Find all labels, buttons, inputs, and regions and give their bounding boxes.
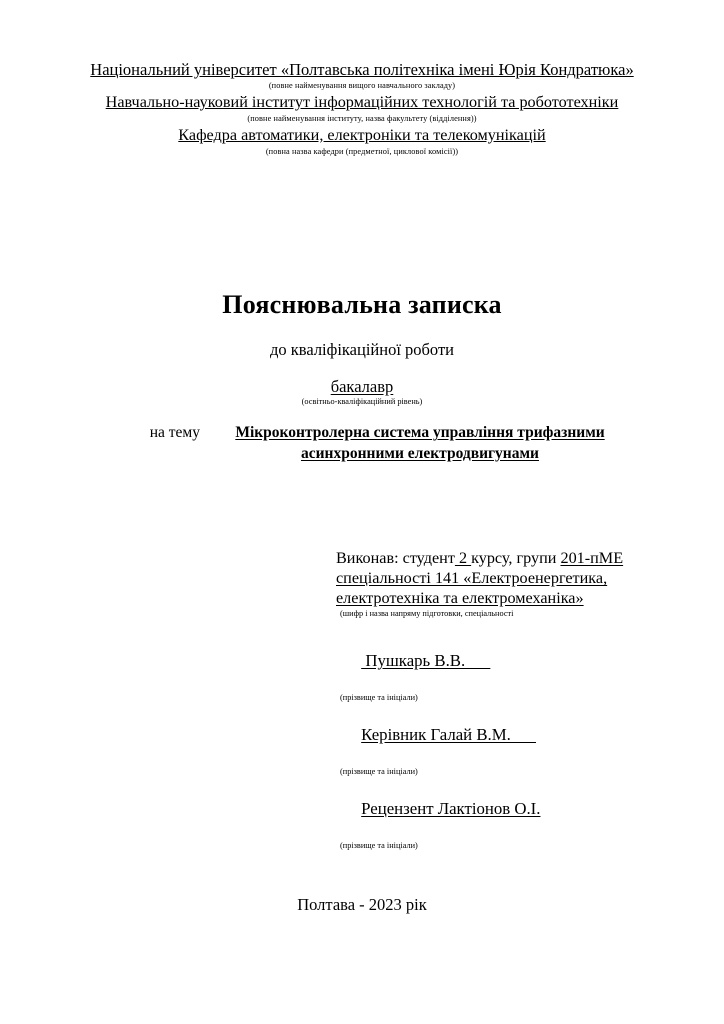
- author-block: [336, 548, 686, 851]
- topic-line-1: Мікроконтролерна система управління трифазними: [235, 424, 605, 441]
- degree-level: бакалавр: [330, 377, 394, 396]
- topic-row: [0, 422, 724, 464]
- supervisor-name: Керівник Галай В.М.: [361, 725, 537, 744]
- institute-name: Навчально-науковий інститут інформаційних технологій та робототехніки: [105, 93, 619, 111]
- specialty-text-1: спеціальності 141 «Електроенергетика,: [336, 569, 608, 587]
- department-caption: (повна назва кафедри (предметної, циклової комісії)): [265, 147, 459, 156]
- reviewer-name-line: [336, 777, 686, 840]
- university-name: Національний університет «Полтавська політехніка імені Юрія Кондратюка»: [90, 60, 634, 79]
- specialty-line-2: [336, 588, 686, 608]
- student-info-line: [336, 548, 686, 568]
- document-title: Пояснювальна записка: [222, 290, 502, 319]
- institution-header: [40, 60, 684, 159]
- student-name-caption: (прізвище та ініціали): [340, 693, 418, 702]
- specialty-caption: (шифр і назва напряму підготовки, спеціальності: [340, 609, 514, 618]
- department-name: Кафедра автоматики, електроніки та телекомунікацій: [178, 126, 546, 144]
- group-code: 201-пМЕ: [560, 549, 624, 567]
- degree-level-row: [0, 377, 724, 397]
- city-year-footer: Полтава - 2023 рік: [297, 895, 427, 914]
- course-group-separator: курсу, групи: [471, 549, 561, 567]
- specialty-line-1: [336, 568, 686, 588]
- topic-line-2: асинхронними електродвигунами: [301, 445, 539, 462]
- performed-by-label: Виконав: студент: [336, 549, 455, 567]
- topic-value: [210, 422, 630, 464]
- reviewer-name: Рецензент Лактіонов О.І.: [361, 799, 541, 818]
- supervisor-name-line: [336, 703, 686, 766]
- author-block-spacer: [336, 619, 686, 629]
- institute-caption: (повне найменування інституту, назва факультету (відділення)): [247, 114, 477, 123]
- reviewer-name-caption: (прізвище та ініціали): [340, 841, 418, 850]
- student-name: Пушкарь В.В.: [361, 651, 491, 670]
- university-caption: (повне найменування вищого навчального закладу): [268, 81, 456, 90]
- supervisor-name-caption: (прізвище та ініціали): [340, 767, 418, 776]
- specialty-text-2: електротехніка та електромеханіка»: [336, 589, 584, 607]
- course-number: 2: [454, 549, 472, 567]
- student-name-line: [336, 629, 686, 692]
- document-subtitle: до кваліфікаційної роботи: [269, 340, 454, 359]
- topic-label: на тему: [149, 424, 200, 441]
- degree-level-caption: (освітньо-кваліфікаційний рівень): [301, 397, 423, 406]
